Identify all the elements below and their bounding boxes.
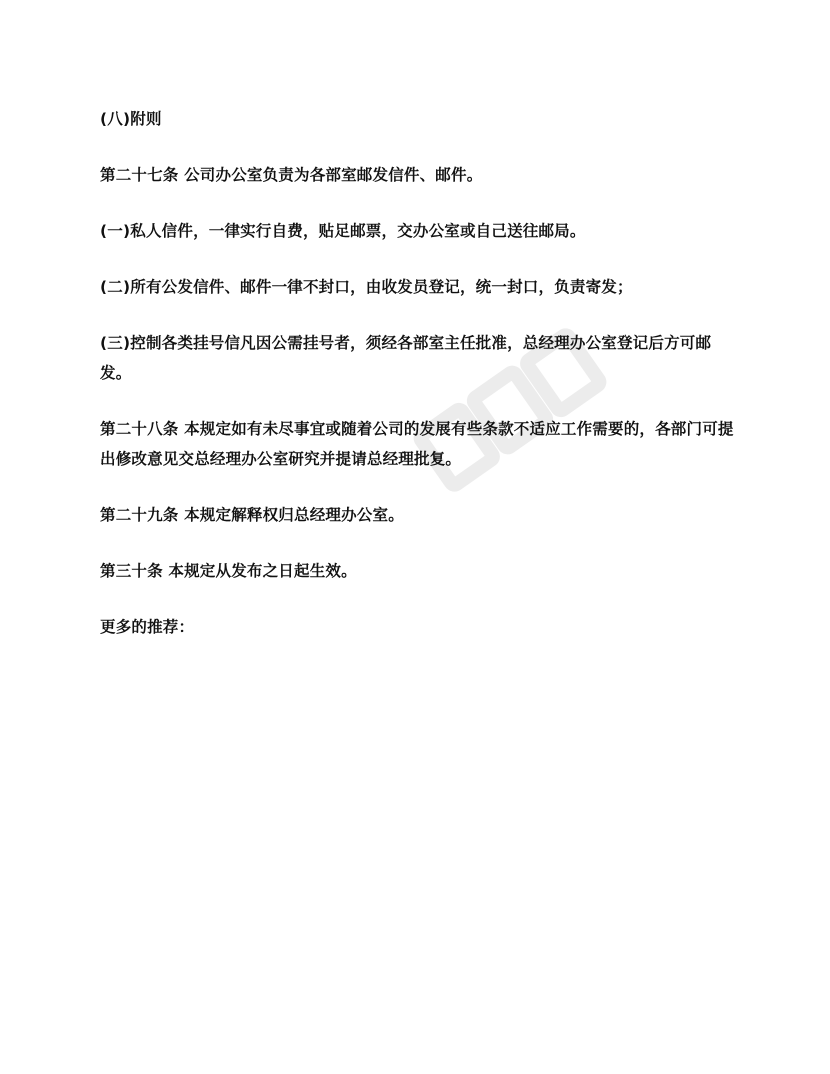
article-27: 第二十七条 公司办公室负责为各部室邮发信件、邮件。 — [100, 166, 483, 184]
article-30: 第三十条 本规定从发布之日起生效。 — [100, 562, 357, 580]
document-body — [100, 104, 740, 668]
article-28: 第二十八条 本规定如有未尽事宜或随着公司的发展有些条款不适应工作需要的，各部门可提出修改意见交总经理办公室研究并提请总经理批复。 — [100, 420, 734, 468]
section-heading-appendix: (八)附则 — [100, 110, 162, 128]
article-27-item-1: (一)私人信件，一律实行自费，贴足邮票，交办公室或自己送往邮局。 — [100, 222, 586, 240]
more-recommendations-heading: 更多的推荐： — [100, 618, 195, 636]
article-29: 第二十九条 本规定解释权归总经理办公室。 — [100, 506, 404, 524]
article-27-item-3: (三)控制各类挂号信凡因公需挂号者，须经各部室主任批准，总经理办公室登记后方可邮发。 — [100, 334, 712, 382]
article-27-item-2: (二)所有公发信件、邮件一律不封口，由收发员登记，统一封口，负责寄发； — [100, 278, 633, 296]
